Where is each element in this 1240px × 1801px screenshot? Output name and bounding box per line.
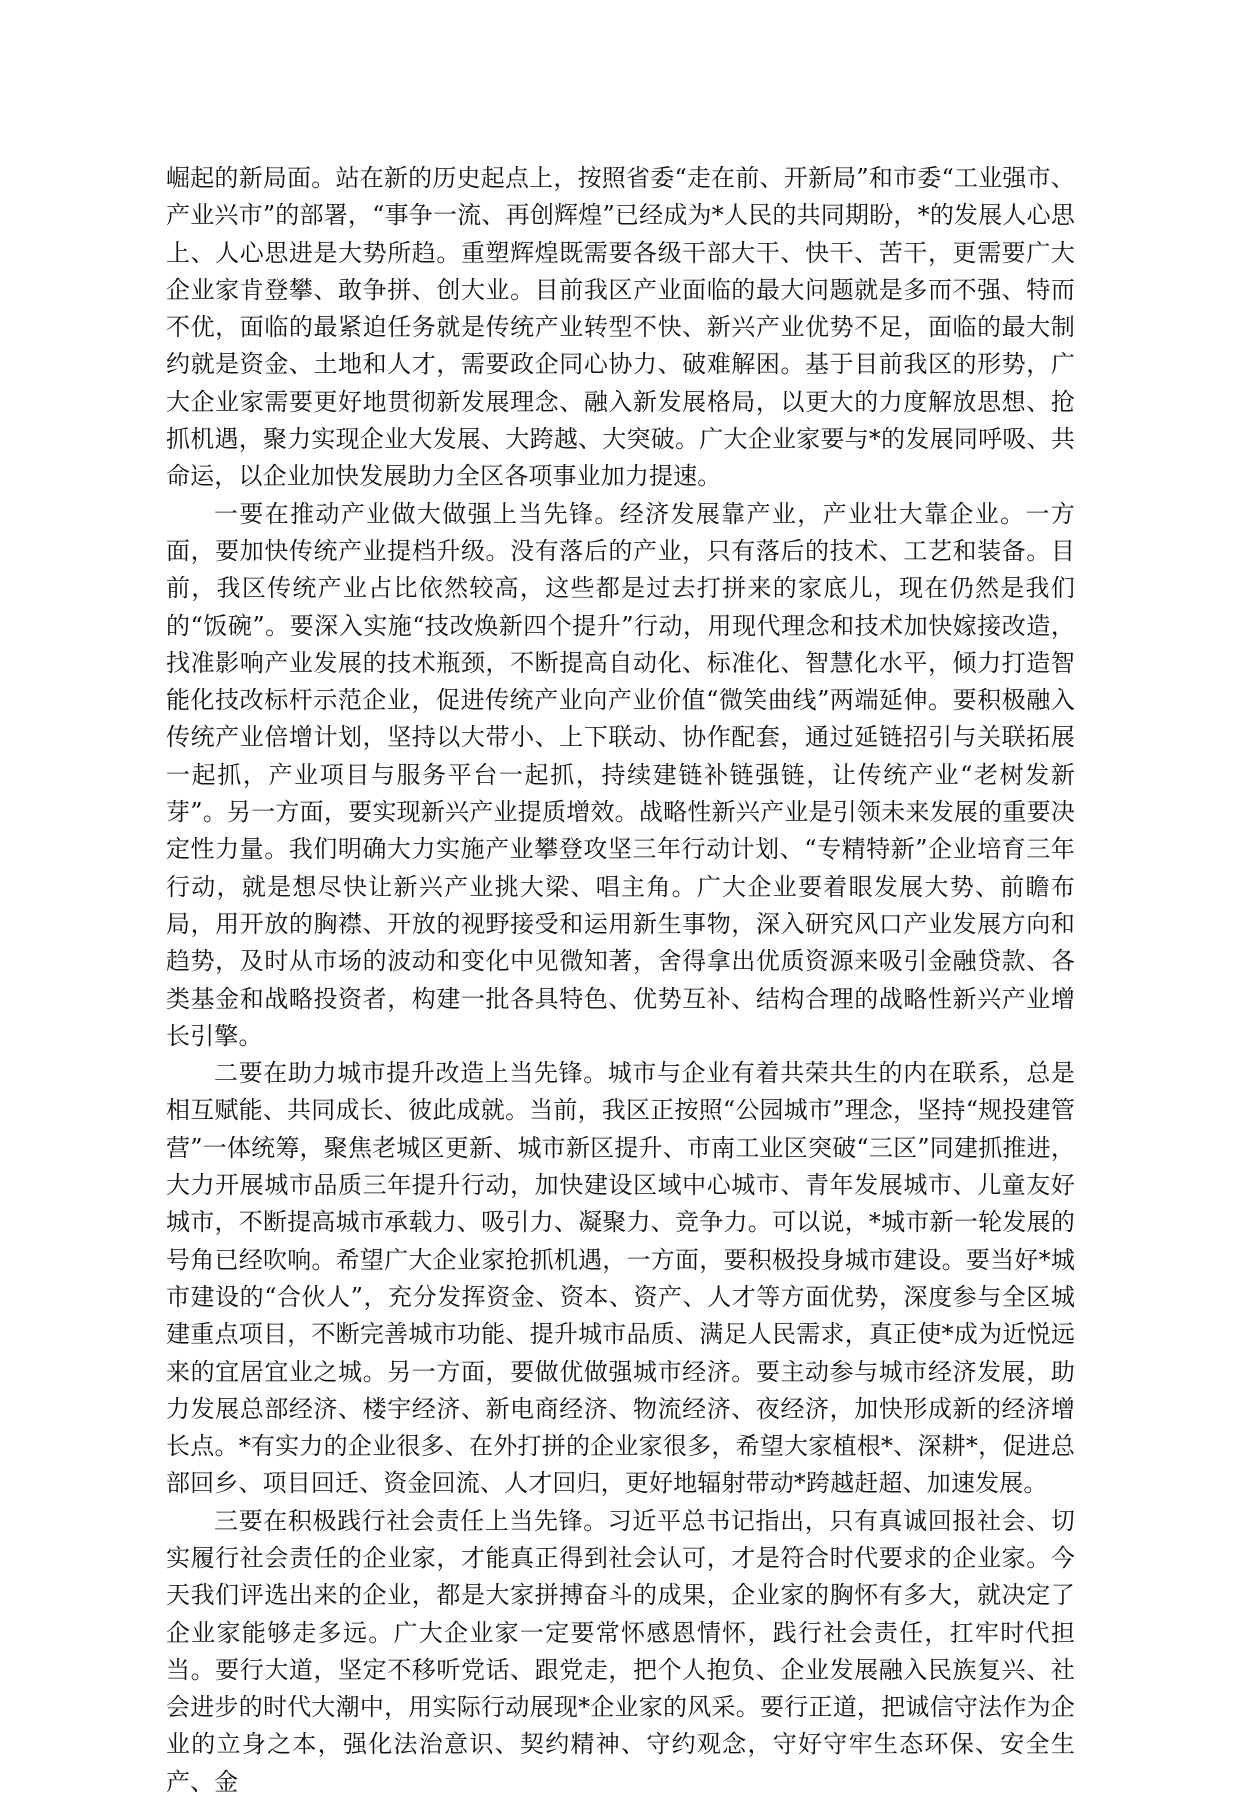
paragraph-continuation: 崛起的新局面。站在新的历史起点上，按照省委“走在前、开新局”和市委“工业强市、产业兴市”的部署，“事争一流、再创辉煌”已经成为*人民的共同期盼，*的发展人心思上、人心思进是大势所趋。重塑辉煌既需要各级干部大干、快干、苦干，更需要广大企业家肯登攀、敢争拼、创大业。目前我区产业面临的最大问题就是多而不强、特而不优，面临的最紧迫任务就是传统产业转型不快、新兴产业优势不足，面临的最大制约就是资金、土地和人才，需要政企同心协力、破难解困。基于目前我区的形势，广大企业家需要更好地贯彻新发展理念、融入新发展格局，以更大的力度解放思想、抢抓机遇，聚力实现企业大发展、大跨越、大突破。广大企业家要与*的发展同呼吸、共命运，以企业加快发展助力全区各项事业加力提速。	[166, 164, 1075, 491]
document-body	[166, 160, 1075, 1801]
paragraph-social-responsibility-vanguard: 三要在积极践行社会责任上当先锋。习近平总书记指出，只有真诚回报社会、切实履行社会责任的企业家，才能真正得到社会认可，才是符合时代要求的企业家。今天我们评选出来的企业，都是大家拼搏奋斗的成果，企业家的胸怀有多大，就决定了企业家能够走多远。广大企业家一定要常怀感恩情怀，践行社会责任，扛牢时代担当。要行大道，坚定不移听党话、跟党走，把个人抱负、企业发展融入民族复兴、社会进步的时代大潮中，用实际行动展现*企业家的风采。要行正道，把诚信守法作为企业的立身之本，强化法治意识、契约精神、守约观念，守好守牢生态环保、安全生产、金	[166, 1506, 1075, 1796]
paragraph-industry-vanguard: 一要在推动产业做大做强上当先锋。经济发展靠产业，产业壮大靠企业。一方面，要加快传统产业提档升级。没有落后的产业，只有落后的技术、工艺和装备。目前，我区传统产业占比依然较高，这些都是过去打拼来的家底儿，现在仍然是我们的“饭碗”。要深入实施“技改焕新四个提升”行动，用现代理念和技术加快嫁接改造，找准影响产业发展的技术瓶颈，不断提高自动化、标准化、智慧化水平，倾力打造智能化技改标杆示范企业，促进传统产业向产业价值“微笑曲线”两端延伸。要积极融入传统产业倍增计划，坚持以大带小、上下联动、协作配套，通过延链招引与关联拓展一起抓，产业项目与服务平台一起抓，持续建链补链强链，让传统产业“老树发新芽”。另一方面，要实现新兴产业提质增效。战略性新兴产业是引领未来发展的重要决定性力量。我们明确大力实施产业攀登攻坚三年行动计划、“专精特新”企业培育三年行动，就是想尽快让新兴产业挑大梁、唱主角。广大企业要着眼发展大势、前瞻布局，用开放的胸襟、开放的视野接受和运用新生事物，深入研究风口产业发展方向和趋势，及时从市场的波动和变化中见微知著，舍得拿出优质资源来吸引金融贷款、各类基金和战略投资者，构建一批各具特色、优势互补、结构合理的战略性新兴产业增长引擎。	[166, 499, 1075, 1050]
paragraph-city-upgrade-vanguard: 二要在助力城市提升改造上当先锋。城市与企业有着共荣共生的内在联系，总是相互赋能、共同成长、彼此成就。当前，我区正按照“公园城市”理念，坚持“规投建管营”一体统筹，聚焦老城区更新、城市新区提升、市南工业区突破“三区”同建抓推进，大力开展城市品质三年提升行动，加快建设区域中心城市、青年发展城市、儿童友好城市，不断提高城市承载力、吸引力、凝聚力、竞争力。可以说，*城市新一轮发展的号角已经吹响。希望广大企业家抢抓机遇，一方面，要积极投身城市建设。要当好*城市建设的“合伙人”，充分发挥资金、资本、资产、人才等方面优势，深度参与全区城建重点项目，不断完善城市功能、提升城市品质、满足人民需求，真正使*成为近悦远来的宜居宜业之城。另一方面，要做优做强城市经济。要主动参与城市经济发展，助力发展总部经济、楼宇经济、新电商经济、物流经济、夜经济，加快形成新的经济增长点。*有实力的企业很多、在外打拼的企业家很多，希望大家植根*、深耕*，促进总部回乡、项目回迁、资金回流、人才回归，更好地辐射带动*跨越赶超、加速发展。	[166, 1059, 1075, 1498]
